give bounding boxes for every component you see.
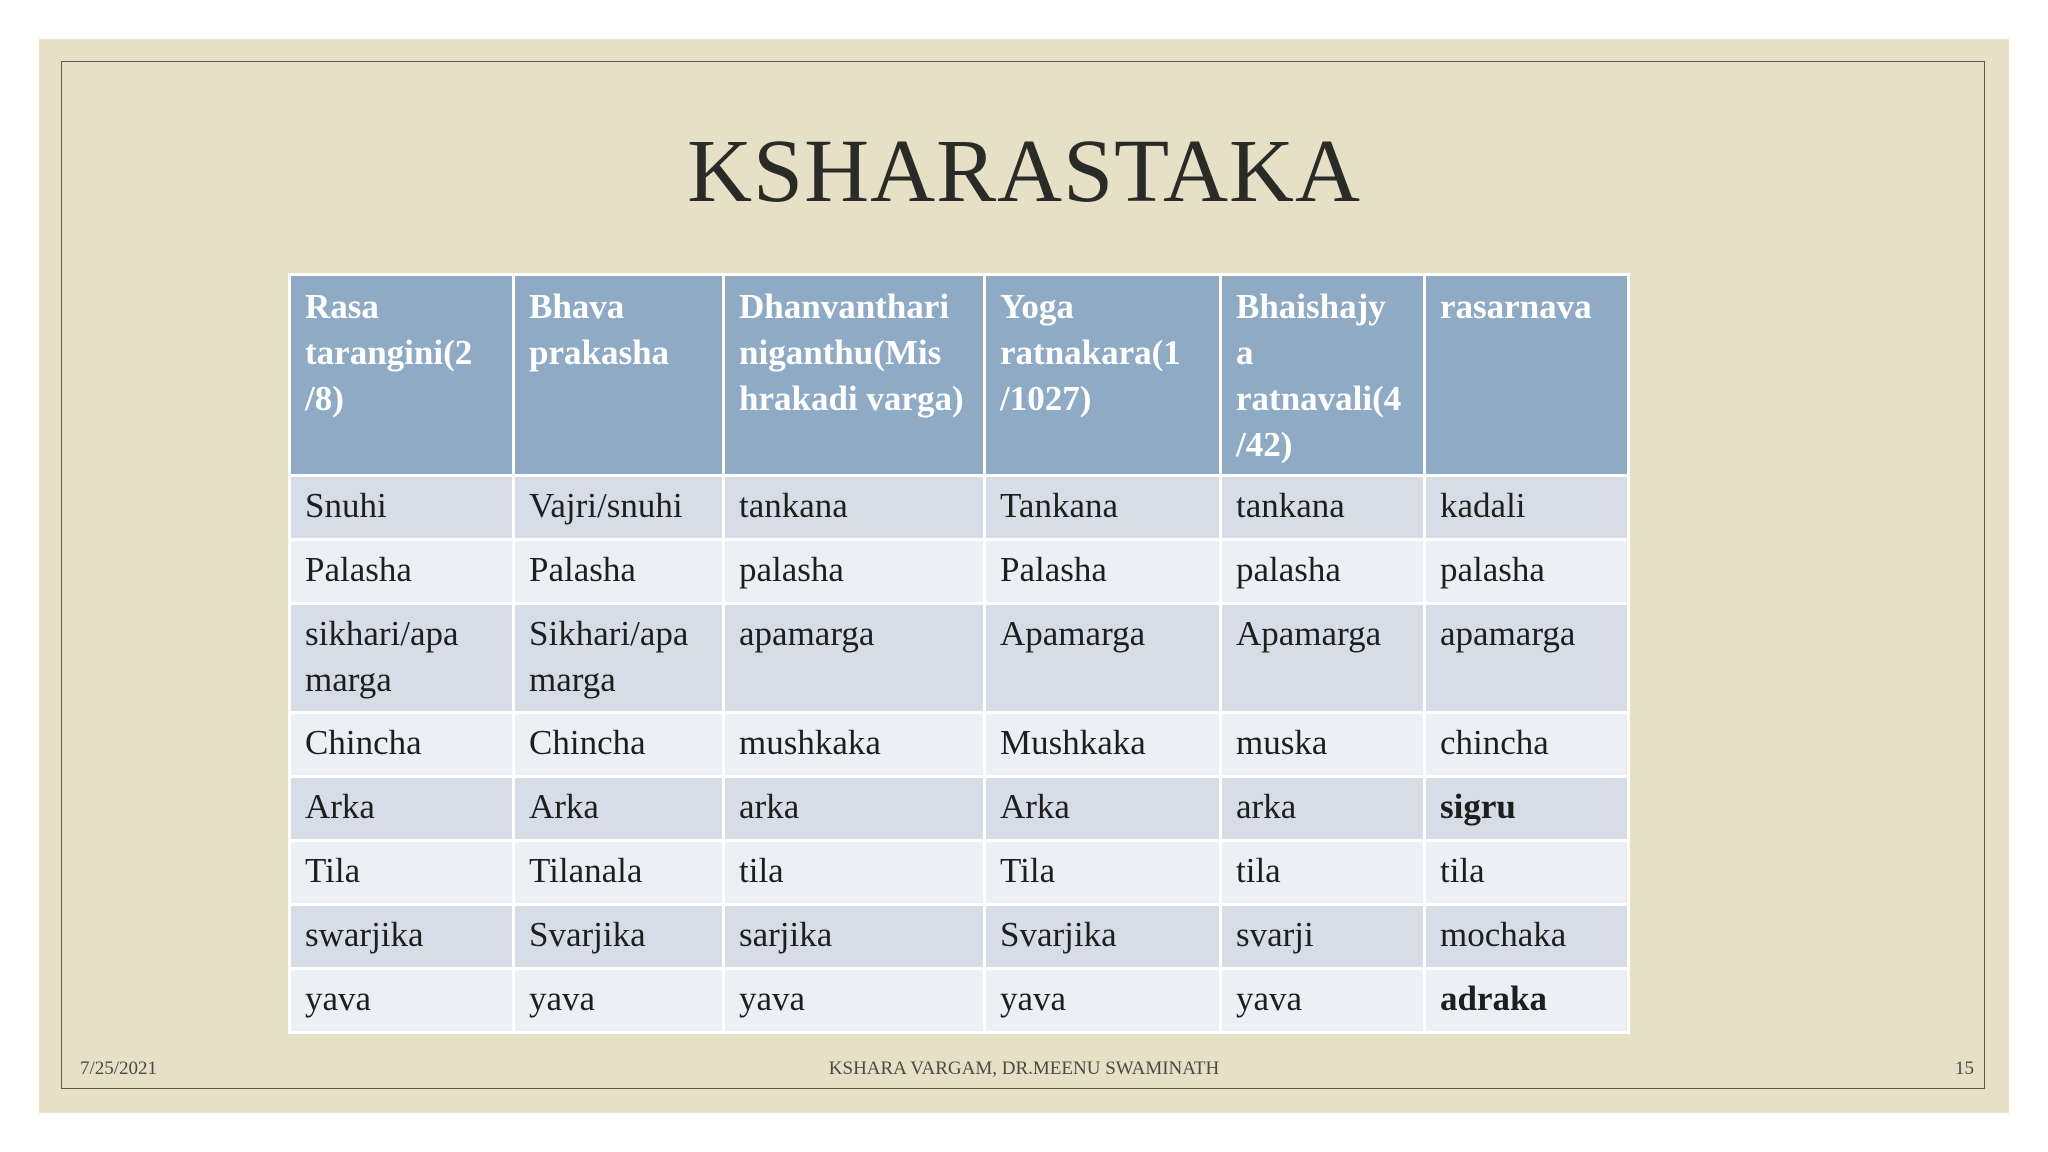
- table-cell: apamarga: [1425, 604, 1629, 713]
- table-cell: palasha: [724, 540, 985, 604]
- table-cell: svarji: [1221, 905, 1425, 969]
- table-cell: yava: [1221, 969, 1425, 1033]
- table-cell: yava: [985, 969, 1221, 1033]
- table-cell: swarjika: [290, 905, 514, 969]
- table-cell: Palasha: [514, 540, 724, 604]
- header-rasa-tarangini: Rasa tarangini(2 /8): [290, 275, 514, 476]
- table-row: [290, 969, 1629, 1033]
- table-cell: palasha: [1425, 540, 1629, 604]
- table-cell: Svarjika: [514, 905, 724, 969]
- table-row: [290, 841, 1629, 905]
- table-cell: arka: [724, 777, 985, 841]
- table-row: [290, 540, 1629, 604]
- header-dhanvanthari-niganthu: Dhanvanthari niganthu(Mis hrakadi varga): [724, 275, 985, 476]
- table-cell: Chincha: [514, 713, 724, 777]
- table-cell-bold: sigru: [1425, 777, 1629, 841]
- table-cell: Vajri/snuhi: [514, 476, 724, 540]
- table-cell: Mushkaka: [985, 713, 1221, 777]
- table-cell: Chincha: [290, 713, 514, 777]
- header-rasarnava: rasarnava: [1425, 275, 1629, 476]
- table-cell: muska: [1221, 713, 1425, 777]
- table-cell: chincha: [1425, 713, 1629, 777]
- table-row: [290, 604, 1629, 713]
- table-cell: tankana: [1221, 476, 1425, 540]
- table-cell: tila: [1221, 841, 1425, 905]
- header-bhaishajya-ratnavali: Bhaishajy a ratnavali(4 /42): [1221, 275, 1425, 476]
- header-yoga-ratnakara: Yoga ratnakara(1 /1027): [985, 275, 1221, 476]
- table-header-row: [290, 275, 1629, 476]
- ksharastaka-table: [288, 273, 1630, 1034]
- table-cell: kadali: [1425, 476, 1629, 540]
- table-cell: Arka: [514, 777, 724, 841]
- table-cell: palasha: [1221, 540, 1425, 604]
- table-row: [290, 905, 1629, 969]
- table-row: [290, 777, 1629, 841]
- table-cell: Apamarga: [1221, 604, 1425, 713]
- table-cell: Svarjika: [985, 905, 1221, 969]
- table-cell: yava: [724, 969, 985, 1033]
- table-cell: apamarga: [724, 604, 985, 713]
- header-bhava-prakasha: Bhava prakasha: [514, 275, 724, 476]
- table-cell: tankana: [724, 476, 985, 540]
- table-cell: arka: [1221, 777, 1425, 841]
- table-row: [290, 476, 1629, 540]
- table-row: [290, 713, 1629, 777]
- table-cell: Tila: [290, 841, 514, 905]
- table-cell: Snuhi: [290, 476, 514, 540]
- table-cell: Tila: [985, 841, 1221, 905]
- table-cell: tila: [724, 841, 985, 905]
- table-cell: Tankana: [985, 476, 1221, 540]
- table-cell: tila: [1425, 841, 1629, 905]
- table-cell-bold: adraka: [1425, 969, 1629, 1033]
- table-cell: Apamarga: [985, 604, 1221, 713]
- table-cell: yava: [514, 969, 724, 1033]
- table-cell: Palasha: [290, 540, 514, 604]
- footer-page-number: 15: [1955, 1058, 1974, 1079]
- table-cell: sarjika: [724, 905, 985, 969]
- table-cell: Arka: [985, 777, 1221, 841]
- table-cell: yava: [290, 969, 514, 1033]
- table-cell: Palasha: [985, 540, 1221, 604]
- table-cell: mochaka: [1425, 905, 1629, 969]
- table-cell: Sikhari/apa marga: [514, 604, 724, 713]
- footer-date: 7/25/2021: [80, 1058, 158, 1079]
- slide-title: KSHARASTAKA: [687, 122, 1361, 221]
- table-cell: Tilanala: [514, 841, 724, 905]
- table-cell: mushkaka: [724, 713, 985, 777]
- footer-author: KSHARA VARGAM, DR.MEENU SWAMINATH: [828, 1058, 1220, 1079]
- table-cell: Arka: [290, 777, 514, 841]
- table-cell: sikhari/apa marga: [290, 604, 514, 713]
